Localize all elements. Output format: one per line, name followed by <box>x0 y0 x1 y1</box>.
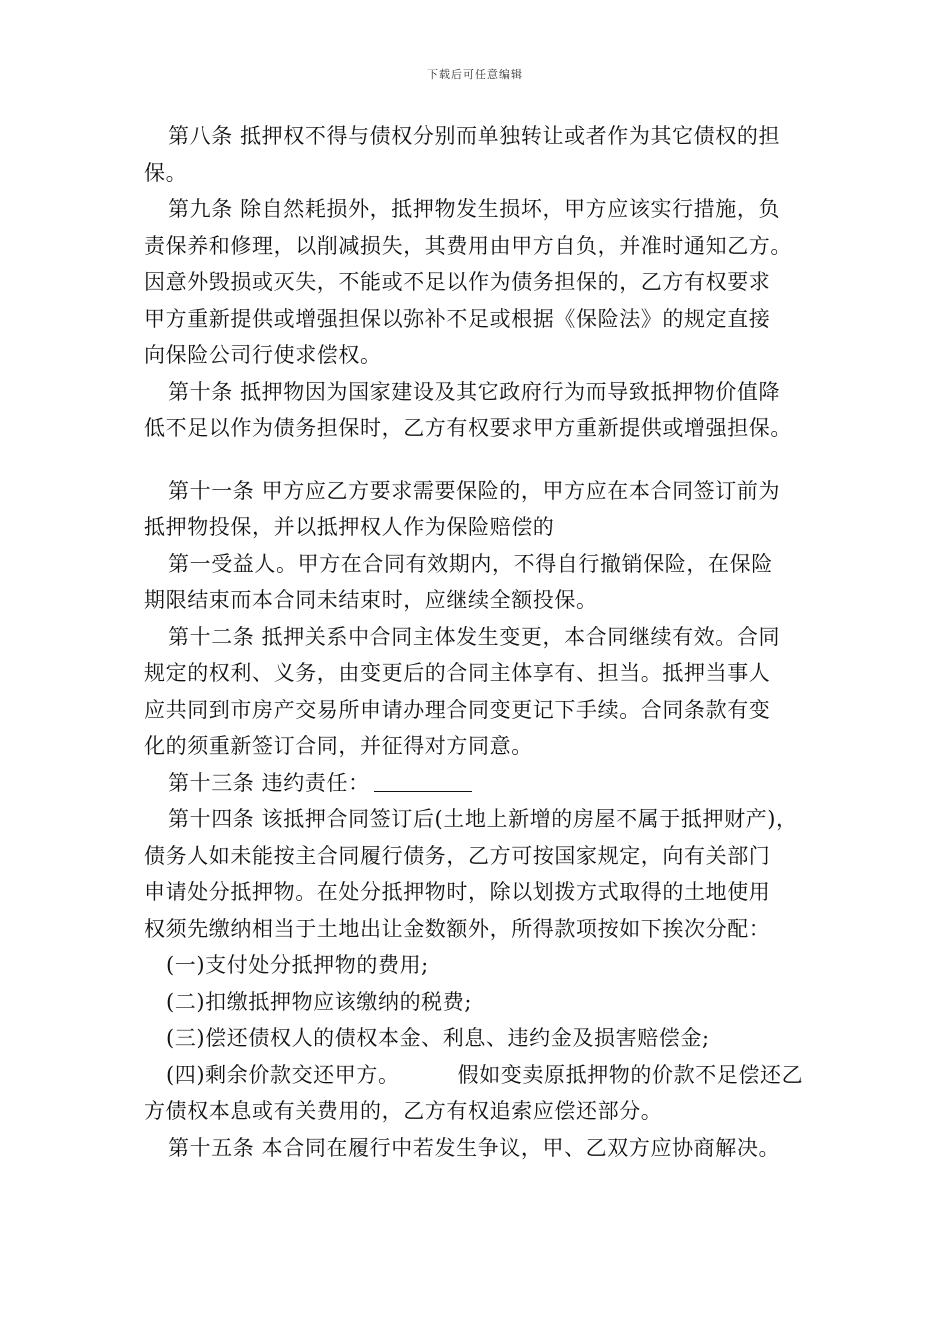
article-10-line-1: 第十条 抵押物因为国家建设及其它政府行为而导致抵押物价值降 <box>168 379 781 404</box>
article-15-line: 第十五条 本合同在履行中若发生争议，甲、乙双方应协商解决。 <box>168 1135 781 1160</box>
article-9-line-4: 甲方重新提供或增强担保以弥补不足或根据《保险法》的规定直接 <box>144 306 771 331</box>
article-11-line-1: 第十一条 甲方应乙方要求需要保险的，甲方应在本合同签订前为 <box>168 478 781 503</box>
document-body <box>144 118 824 1166</box>
article-13-line <box>144 765 824 802</box>
article-13-text: 第十三条 违约责任： <box>168 770 370 795</box>
list-item-3: (三)偿还债权人的债权本金、利息、违约金及损害赔偿金; <box>166 1026 710 1050</box>
article-14-line-4: 权须先缴纳相当于土地出让金数额外，所得款项按如下挨次分配： <box>144 916 771 941</box>
article-12-line-4: 化的须重新签订合同，并征得对方同意。 <box>144 734 533 758</box>
article-8-line-2: 保。 <box>144 160 188 185</box>
article-11-line-3: 第一受益人。甲方在合同有效期内，不得自行撤销保险，在保险 <box>168 551 773 576</box>
list-item-1: (一)支付处分抵押物的费用; <box>166 953 429 977</box>
paragraph-gap <box>144 447 824 473</box>
article-14-line-1: 第十四条 该抵押合同签订后(土地上新增的房屋不属于抵押财产)， <box>168 807 798 831</box>
article-14-line-2: 债务人如未能按主合同履行债务，乙方可按国家规定，向有关部门 <box>144 843 771 868</box>
article-12-line-1: 第十二条 抵押关系中合同主体发生变更，本合同继续有效。合同 <box>168 624 781 649</box>
list-item-4 <box>144 1057 824 1094</box>
article-11-line-4: 期限结束而本合同未结束时，应继续全额投保。 <box>144 588 598 612</box>
blank-underline <box>374 771 472 792</box>
article-12-line-3: 应共同到市房产交易所申请办理合同变更记下手续。合同条款有变 <box>144 697 771 722</box>
list-item-4-continuation: 假如变卖原抵押物的价款不足偿还乙 <box>457 1062 804 1087</box>
article-9-line-5: 向保险公司行使求偿权。 <box>144 343 382 367</box>
article-8-line-1: 第八条 抵押权不得与债权分别而单独转让或者作为其它债权的担 <box>168 124 781 148</box>
list-item-4-last-line: 方债权本息或有关费用的，乙方有权追索应偿还部分。 <box>144 1099 663 1123</box>
article-14-line-3: 申请处分抵押物。在处分抵押物时，除以划拨方式取得的土地使用 <box>144 880 771 904</box>
list-item-4-text: (四)剩余价款交还甲方。 <box>166 1062 400 1087</box>
article-12-line-2: 规定的权利、义务，由变更后的合同主体享有、担当。抵押当事人 <box>144 661 771 685</box>
article-9-line-2: 责保养和修理，以削减损失，其费用由甲方自负，并准时通知乙方。 <box>144 233 792 258</box>
article-11-line-2: 抵押物投保，并以抵押权人作为保险赔偿的 <box>144 515 555 539</box>
list-item-2: (二)扣缴抵押物应该缴纳的税费; <box>166 989 473 1014</box>
article-10-line-2: 低不足以作为债务担保时，乙方有权要求甲方重新提供或增强担保。 <box>144 416 792 440</box>
page-header: 下载后可任意编辑 <box>427 68 523 81</box>
article-9-line-1: 第九条 除自然耗损外，抵押物发生损坏，甲方应该实行措施，负 <box>168 197 781 221</box>
article-9-line-3: 因意外毁损或灭失，不能或不足以作为债务担保的，乙方有权要求 <box>144 270 771 294</box>
